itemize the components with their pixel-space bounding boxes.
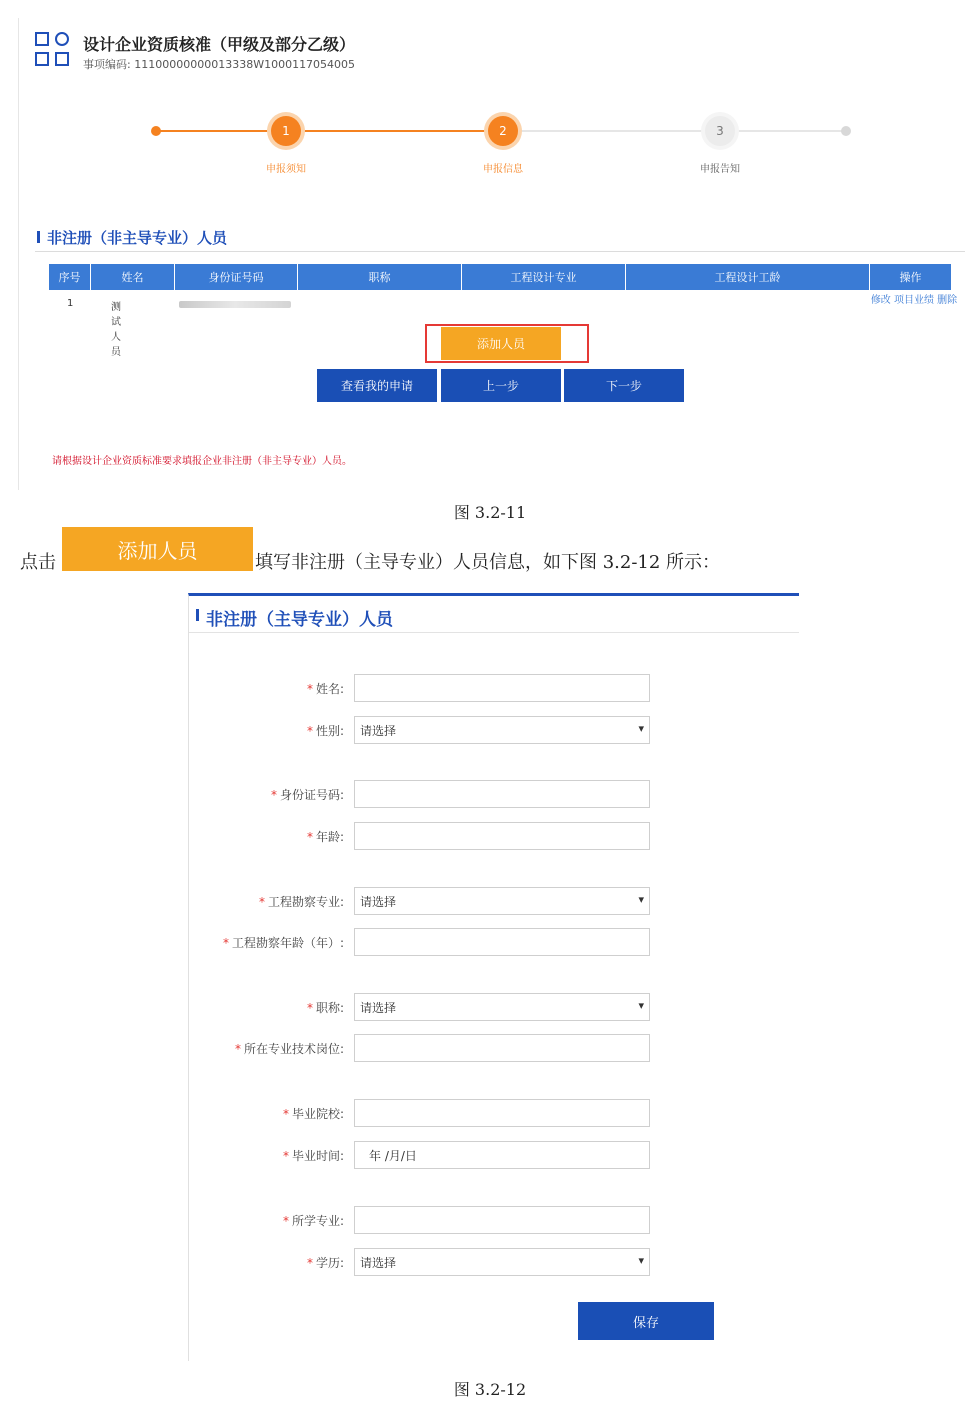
field-label: 工程勘察专业: [267, 895, 344, 909]
redacted-id-number [179, 301, 291, 308]
survey-years-input[interactable] [354, 928, 650, 956]
step-2-circle[interactable]: 2 [488, 116, 518, 146]
field-title [189, 993, 799, 1021]
item-code-value: 11100000000013338W1000117054005 [134, 58, 356, 71]
school-input[interactable] [354, 1099, 650, 1127]
field-survey-major [189, 887, 799, 915]
field-age [189, 822, 799, 850]
instruction-paragraph [20, 548, 56, 574]
grid-logo-icon [35, 32, 73, 70]
required-asterisk: * [306, 1256, 313, 1270]
name-input[interactable] [354, 674, 650, 702]
step-1-circle[interactable]: 1 [271, 116, 301, 146]
step-end-dot [841, 126, 851, 136]
field-name [189, 674, 799, 702]
age-input[interactable] [354, 822, 650, 850]
required-asterisk: * [270, 788, 277, 802]
required-asterisk: * [222, 936, 229, 950]
step-start-dot [151, 126, 161, 136]
field-label: 身份证号码: [279, 788, 344, 802]
field-label: 所学专业: [291, 1214, 344, 1228]
th-id-number: 身份证号码 [175, 264, 298, 290]
gender-select[interactable]: 请选择 ▾ [354, 716, 650, 744]
required-asterisk: * [282, 1214, 289, 1228]
section-divider [35, 251, 965, 252]
field-position [189, 1034, 799, 1062]
field-school [189, 1099, 799, 1127]
required-asterisk: * [282, 1149, 289, 1163]
save-button[interactable]: 保存 [578, 1302, 714, 1340]
major-studied-input[interactable] [354, 1206, 650, 1234]
title-select[interactable]: 请选择 ▾ [354, 993, 650, 1021]
th-design-years: 工程设计工龄 [626, 264, 870, 290]
field-label: 性别: [315, 724, 344, 738]
required-asterisk: * [306, 724, 313, 738]
field-education [189, 1248, 799, 1276]
step-1-label: 申报须知 [266, 164, 306, 175]
field-label: 职称: [315, 1001, 344, 1015]
field-label: 年龄: [315, 830, 344, 844]
caption-figure-2: 图 3.2-12 [453, 1380, 527, 1399]
form-section-title: 非注册（主导专业）人员 [206, 605, 393, 630]
th-operations: 操作 [870, 264, 952, 290]
item-code-label: 事项编码: [83, 58, 131, 71]
next-step-button[interactable]: 下一步 [564, 369, 684, 402]
step-line-done [156, 130, 502, 132]
caption-figure-1: 图 3.2-11 [453, 503, 527, 522]
row-name: 测试人员 [111, 302, 121, 358]
paragraph-suffix: 填写非注册（主导专业）人员信息，如下图 3.2-12 所示： [255, 552, 721, 573]
previous-step-button[interactable]: 上一步 [441, 369, 561, 402]
add-person-button[interactable]: 添加人员 [441, 327, 561, 360]
step-3-label: 申报告知 [700, 164, 740, 175]
step-2-label: 申报信息 [483, 164, 523, 175]
id-number-input[interactable] [354, 780, 650, 808]
field-label: 工程勘察年龄（年）: [231, 936, 344, 950]
field-label: 毕业时间: [291, 1149, 344, 1163]
field-major-studied [189, 1206, 799, 1234]
field-graduation-date [189, 1141, 799, 1169]
field-id-number [189, 780, 799, 808]
required-asterisk: * [306, 1001, 313, 1015]
step-3-circle[interactable]: 3 [705, 116, 735, 146]
field-label: 所在专业技术岗位: [243, 1042, 344, 1056]
education-select[interactable]: 请选择 ▾ [354, 1248, 650, 1276]
th-index: 序号 [49, 264, 91, 290]
notice-text: 请根据设计企业资质标准要求填报企业非注册（非主导专业）人员。 [52, 456, 352, 467]
row-index: 1 [67, 298, 74, 309]
page-title: 设计企业资质核准（甲级及部分乙级） [83, 35, 356, 54]
view-my-application-button[interactable]: 查看我的申请 [317, 369, 437, 402]
required-asterisk: * [234, 1042, 241, 1056]
required-asterisk: * [282, 1107, 289, 1121]
item-code [83, 56, 355, 72]
inline-add-person-button: 添加人员 [62, 527, 253, 571]
field-label: 学历: [315, 1256, 344, 1270]
survey-major-select[interactable]: 请选择 ▾ [354, 887, 650, 915]
required-asterisk: * [306, 830, 313, 844]
required-asterisk: * [306, 682, 313, 696]
table-header [49, 264, 952, 290]
position-input[interactable] [354, 1034, 650, 1062]
step-line-pending [502, 130, 847, 132]
th-name: 姓名 [91, 264, 175, 290]
form-section-divider [189, 632, 799, 633]
field-label: 毕业院校: [291, 1107, 344, 1121]
field-survey-years [189, 928, 799, 956]
field-label: 姓名: [315, 682, 344, 696]
field-gender [189, 716, 799, 744]
row-operations-links[interactable]: 修改 项目业绩 删除 [870, 295, 958, 306]
th-title: 职称 [298, 264, 462, 290]
progress-steps [19, 108, 969, 178]
section-title: 非注册（非主导专业）人员 [47, 229, 228, 247]
th-design-major: 工程设计专业 [462, 264, 626, 290]
required-asterisk: * [258, 895, 265, 909]
figure-2-screenshot [188, 593, 799, 1361]
figure-1-screenshot [18, 18, 969, 490]
paragraph-prefix: 点击 [20, 552, 56, 573]
graduation-date-input[interactable]: 年 /月/日 [354, 1141, 650, 1169]
